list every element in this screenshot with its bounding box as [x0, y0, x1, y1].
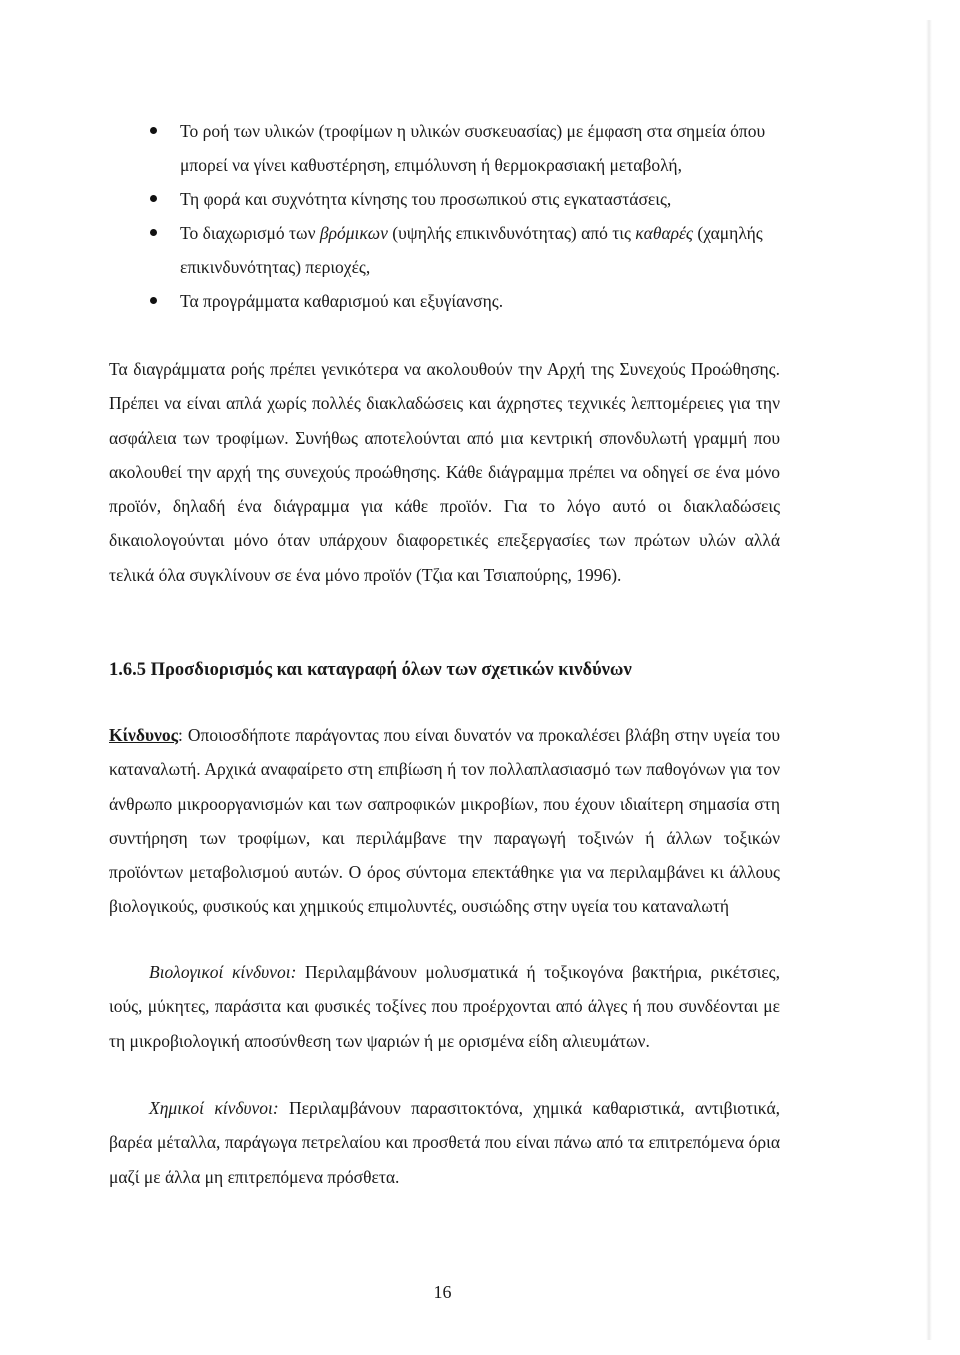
bullet3-italic-dirty: βρόμικων	[319, 223, 388, 243]
bullet3-text-2: (υψηλής επικινδυνότητας) από τις	[387, 223, 636, 243]
bullet-list	[150, 114, 786, 318]
page-edge-shadow	[926, 20, 932, 1340]
paragraph-hazard-definition	[109, 718, 780, 924]
bullet-item-material-flow: Το ροή των υλικών (τροφίμων η υλικών συσκευασίας) με έμφαση στα σημεία όπου μπορεί να γίνει καθυστέρηση, επιμόλυνση ή θερμοκρασιακή μεταβολή,	[150, 114, 786, 182]
page-number: 16	[433, 1282, 452, 1302]
chemical-hazards-text: Περιλαμβάνουν παρασιτοκτόνα, χημικά καθαριστικά, αντιβιοτικά, βαρέα μέταλλα, παράγωγα πετρελαίου και προσθετά που είναι πάνω από τα επιτρεπόμενα όρια μαζί με άλλα μη επιτρεπόμενα πρόσθετα.	[109, 1098, 780, 1187]
bullet3-text-3: (χαμηλής επικινδυνότητας) περιοχές,	[180, 223, 763, 277]
paragraph-chemical-hazards	[109, 1091, 780, 1194]
section-heading	[109, 653, 632, 687]
hazard-definition-text: Οποιοσδήποτε παράγοντας που είναι δυνατόν να προκαλέσει βλάβη στην υγεία του καταναλωτή. Αρχικά αναφαίρετο στη επιβίωση ή τον πολλαπλασιασμό των παθογόνων για τον άνθρωπο μικροοργανισμών και των σαπροφικών μικροβίων, που έχουν ιδιαίτερη σημασία στη συντήρηση των τροφίμων, και περιλάμβανε την παραγωγή τοξινών ή άλλων τοξικών προϊόντων μεταβολισμού αυτών. Ο όρος σύντομα επεκτάθηκε για να περιλαμβάνει κι άλλους βιολογικούς, φυσικούς και χημικούς επιμολυντές, ουσιώδης στην υγεία του καταναλωτή	[109, 725, 780, 917]
hazard-term-colon: :	[177, 725, 183, 745]
biological-hazards-label: Βιολογικοί κίνδυνοι:	[149, 962, 297, 982]
bullet3-italic-clean: καθαρές	[635, 223, 694, 243]
section-title: Προσδιορισμός και καταγραφή όλων των σχετικών κινδύνων	[150, 660, 632, 680]
bullet-item-cleaning-programs: Τα προγράμματα καθαρισμού και εξυγίανσης.	[150, 284, 786, 318]
section-number: 1.6.5	[109, 660, 146, 680]
bullet-item-area-separation	[150, 216, 786, 284]
paragraph-biological-hazards	[109, 955, 780, 1058]
chemical-hazards-label: Χημικοί κίνδυνοι:	[149, 1098, 279, 1118]
bullet-item-staff-movement: Τη φορά και συχνότητα κίνησης του προσωπικού στις εγκαταστάσεις,	[150, 182, 786, 216]
hazard-term: Κίνδυνος	[109, 725, 178, 745]
paragraph-flow-diagrams: Τα διαγράμματα ροής πρέπει γενικότερα να ακολουθούν την Αρχή της Συνεχούς Προώθησης. Πρέπει να είναι απλά χωρίς πολλές διακλαδώσεις και άχρηστες τεχνικές λεπτομέρειες για την ασφάλεια των τροφίμων. Συνήθως αποτελούνται από μια κεντρική σπονδυλωτή γραμμή που ακολουθεί την αρχή της συνεχούς προώθησης. Κάθε διάγραμμα πρέπει να οδηγεί σε ένα μόνο προϊόν, δηλαδή ένα διάγραμμα για κάθε προϊόν. Για το λόγο αυτό οι διακλαδώσεις δικαιολογούνται μόνο όταν υπάρχουν διαφορετικές επεξεργασίες των πρώτων υλών αλλά τελικά όλα συγκλίνουν σε ένα μόνο προϊόν (Τζια και Τσιαπούρης, 1996).	[109, 359, 780, 585]
biological-hazards-text: Περιλαμβάνουν μολυσματικά ή τοξικογόνα βακτήρια, ρικέτσιες, ιούς, μύκητες, παράσιτα και φυσικές τοξίνες που προέρχονται από άλγες ή που συνδέονται με τη μικροβιολογική αποσύνθεση των ψαριών ή με ορισμένα είδη αλιευμάτων.	[109, 962, 780, 1051]
bullet3-text-1: Το διαχωρισμό των	[180, 223, 320, 243]
